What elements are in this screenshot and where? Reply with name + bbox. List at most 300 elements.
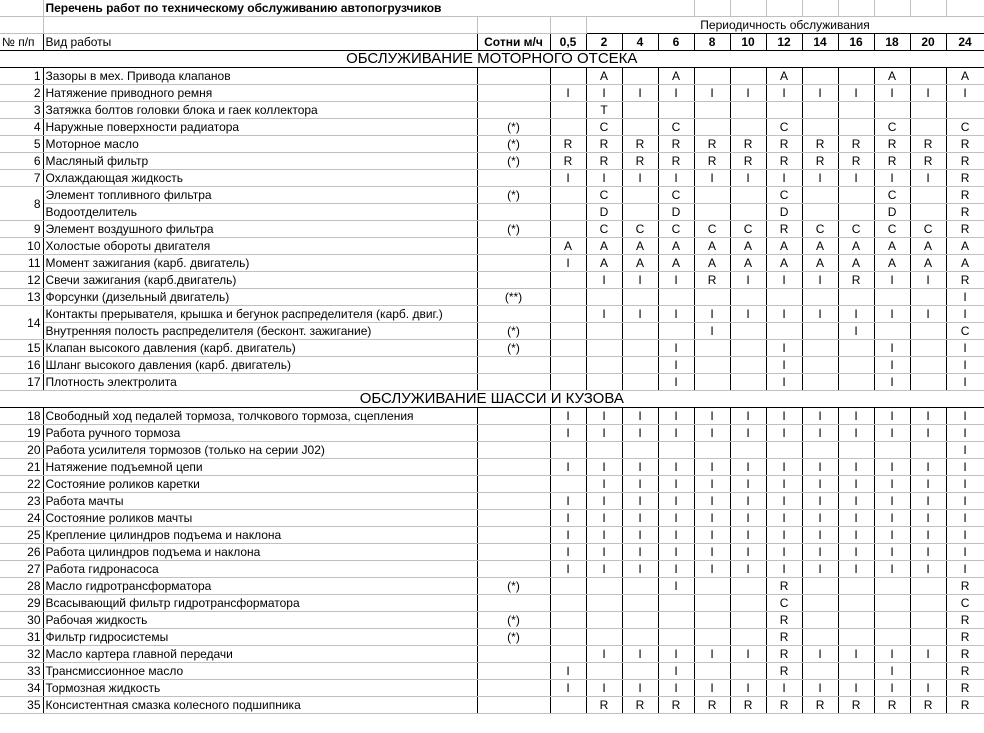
table-row — [0, 255, 984, 272]
period-cell: I — [658, 646, 694, 663]
period-cell: A — [874, 255, 910, 272]
table-row — [0, 374, 984, 391]
table-row — [0, 442, 984, 459]
period-cell — [586, 595, 622, 612]
period-cell — [694, 119, 730, 136]
work-type: Работа ручного тормоза — [43, 425, 477, 442]
period-cell: I — [838, 425, 874, 442]
period-cell — [838, 340, 874, 357]
norm-mark — [477, 272, 550, 289]
period-cell: C — [658, 221, 694, 238]
row-number: 7 — [0, 170, 43, 187]
period-cell: A — [730, 238, 766, 255]
norm-mark — [477, 425, 550, 442]
period-cell — [694, 187, 730, 204]
period-cell: D — [658, 204, 694, 221]
period-cell — [550, 306, 586, 323]
period-cell: I — [730, 476, 766, 493]
period-cell — [694, 68, 730, 85]
work-type: Фильтр гидросистемы — [43, 629, 477, 646]
period-cell — [766, 323, 802, 340]
period-cell: I — [838, 306, 874, 323]
period-cell — [694, 663, 730, 680]
period-cell: I — [766, 272, 802, 289]
work-type: Работа гидронасоса — [43, 561, 477, 578]
period-cell — [658, 595, 694, 612]
period-cell: I — [730, 561, 766, 578]
header-period: 16 — [838, 34, 874, 51]
period-cell — [550, 289, 586, 306]
table-row — [0, 663, 984, 680]
work-type: Всасывающий фильтр гидротрансформатора — [43, 595, 477, 612]
norm-mark: (*) — [477, 119, 550, 136]
period-cell: I — [874, 459, 910, 476]
period-cell — [838, 374, 874, 391]
period-cell — [874, 289, 910, 306]
table-row — [0, 697, 984, 714]
period-cell: R — [946, 153, 984, 170]
period-cell: A — [946, 68, 984, 85]
period-cell: I — [730, 85, 766, 102]
period-cell: R — [694, 136, 730, 153]
period-cell — [910, 289, 946, 306]
header-period: 18 — [874, 34, 910, 51]
period-cell — [910, 357, 946, 374]
period-cell: I — [946, 510, 984, 527]
period-cell — [910, 323, 946, 340]
period-cell — [910, 68, 946, 85]
period-cell — [838, 442, 874, 459]
period-cell: I — [946, 425, 984, 442]
period-cell: I — [946, 459, 984, 476]
period-cell — [622, 357, 658, 374]
header-period: 14 — [802, 34, 838, 51]
period-cell: R — [730, 153, 766, 170]
period-cell: I — [550, 561, 586, 578]
row-number: 15 — [0, 340, 43, 357]
period-cell: I — [622, 544, 658, 561]
period-cell: I — [550, 493, 586, 510]
title-row — [0, 0, 984, 17]
period-cell — [730, 187, 766, 204]
norm-mark — [477, 374, 550, 391]
row-number: 9 — [0, 221, 43, 238]
header-period: 24 — [946, 34, 984, 51]
period-cell: R — [550, 136, 586, 153]
period-cell: I — [622, 680, 658, 697]
period-cell — [586, 374, 622, 391]
period-cell: I — [730, 510, 766, 527]
period-cell: I — [550, 425, 586, 442]
header-period: 10 — [730, 34, 766, 51]
period-cell — [874, 102, 910, 119]
period-cell: R — [622, 697, 658, 714]
work-type: Масляный фильтр — [43, 153, 477, 170]
period-cell: R — [694, 697, 730, 714]
period-cell: R — [946, 680, 984, 697]
period-cell: I — [586, 561, 622, 578]
header-period: 0,5 — [550, 34, 586, 51]
row-number: 12 — [0, 272, 43, 289]
period-cell — [910, 663, 946, 680]
period-cell — [910, 595, 946, 612]
period-cell: I — [730, 306, 766, 323]
period-cell — [694, 102, 730, 119]
period-cell: I — [802, 408, 838, 425]
period-cell: C — [658, 187, 694, 204]
norm-mark — [477, 697, 550, 714]
header-work: Вид работы — [43, 34, 477, 51]
table-row — [0, 306, 984, 323]
period-cell: C — [802, 221, 838, 238]
period-cell — [622, 289, 658, 306]
period-cell: A — [766, 255, 802, 272]
period-cell: R — [946, 646, 984, 663]
periodicity-header: Периодичность обслуживания — [586, 17, 984, 34]
period-cell — [550, 595, 586, 612]
row-number: 1 — [0, 68, 43, 85]
period-cell: I — [730, 680, 766, 697]
period-cell — [838, 612, 874, 629]
table-row — [0, 340, 984, 357]
period-cell — [550, 374, 586, 391]
period-cell: R — [766, 578, 802, 595]
period-cell — [586, 340, 622, 357]
period-cell: I — [586, 527, 622, 544]
period-cell: C — [586, 187, 622, 204]
period-cell — [730, 119, 766, 136]
period-cell: I — [658, 476, 694, 493]
table-row — [0, 85, 984, 102]
period-cell — [694, 289, 730, 306]
period-cell: A — [694, 238, 730, 255]
row-number: 26 — [0, 544, 43, 561]
norm-mark — [477, 408, 550, 425]
period-cell — [622, 595, 658, 612]
period-cell: I — [586, 170, 622, 187]
norm-mark: (*) — [477, 221, 550, 238]
table-row — [0, 527, 984, 544]
period-cell: I — [838, 510, 874, 527]
period-cell: I — [586, 493, 622, 510]
period-cell — [622, 204, 658, 221]
period-cell: I — [658, 170, 694, 187]
period-cell — [910, 578, 946, 595]
period-cell — [802, 68, 838, 85]
period-cell: C — [622, 221, 658, 238]
period-cell — [586, 663, 622, 680]
period-cell — [874, 595, 910, 612]
period-cell — [658, 629, 694, 646]
period-cell — [622, 578, 658, 595]
work-type: Плотность электролита — [43, 374, 477, 391]
period-cell: I — [658, 544, 694, 561]
period-cell: I — [694, 459, 730, 476]
table-row — [0, 425, 984, 442]
period-cell — [550, 442, 586, 459]
period-cell: C — [838, 221, 874, 238]
period-cell — [838, 204, 874, 221]
period-cell: I — [910, 527, 946, 544]
period-cell: I — [874, 646, 910, 663]
norm-mark — [477, 102, 550, 119]
table-row — [0, 68, 984, 85]
period-cell — [694, 595, 730, 612]
period-cell: I — [946, 544, 984, 561]
header-period: 20 — [910, 34, 946, 51]
period-cell: D — [586, 204, 622, 221]
period-cell: A — [586, 255, 622, 272]
period-cell — [730, 102, 766, 119]
work-type: Крепление цилиндров подъема и наклона — [43, 527, 477, 544]
work-type: Зазоры в мех. Привода клапанов — [43, 68, 477, 85]
period-cell: C — [946, 323, 984, 340]
period-cell: I — [658, 340, 694, 357]
work-type: Свободный ход педалей тормоза, толчкового тормоза, сцепления — [43, 408, 477, 425]
period-cell: R — [766, 136, 802, 153]
period-cell: C — [658, 119, 694, 136]
period-cell: I — [550, 408, 586, 425]
row-number: 18 — [0, 408, 43, 425]
work-type: Моторное масло — [43, 136, 477, 153]
norm-mark — [477, 85, 550, 102]
table-row — [0, 629, 984, 646]
period-cell: I — [586, 544, 622, 561]
period-cell — [694, 578, 730, 595]
period-cell: I — [766, 527, 802, 544]
period-cell: I — [766, 493, 802, 510]
period-cell — [730, 323, 766, 340]
period-cell: I — [658, 408, 694, 425]
period-cell: R — [838, 153, 874, 170]
period-cell — [730, 663, 766, 680]
period-cell — [910, 102, 946, 119]
period-cell — [694, 340, 730, 357]
table-row — [0, 102, 984, 119]
row-number: 32 — [0, 646, 43, 663]
period-cell: D — [766, 204, 802, 221]
period-cell: I — [838, 476, 874, 493]
period-cell: I — [874, 561, 910, 578]
period-cell: I — [874, 527, 910, 544]
table-row — [0, 136, 984, 153]
period-cell: I — [766, 340, 802, 357]
period-cell: R — [946, 170, 984, 187]
period-cell: I — [766, 680, 802, 697]
table-row — [0, 170, 984, 187]
row-number: 27 — [0, 561, 43, 578]
work-type: Натяжение подъемной цепи — [43, 459, 477, 476]
row-number: 16 — [0, 357, 43, 374]
period-cell — [622, 663, 658, 680]
period-cell — [946, 102, 984, 119]
period-cell — [550, 612, 586, 629]
period-cell: T — [586, 102, 622, 119]
period-cell: A — [586, 238, 622, 255]
period-cell: R — [586, 153, 622, 170]
work-type: Форсунки (дизельный двигатель) — [43, 289, 477, 306]
work-type: Контакты прерывателя, крышка и бегунок распределителя (карб. двиг.) — [43, 306, 477, 323]
period-cell — [802, 629, 838, 646]
period-cell: I — [910, 85, 946, 102]
period-cell: I — [946, 340, 984, 357]
period-cell: R — [946, 629, 984, 646]
table-row — [0, 119, 984, 136]
period-cell: I — [802, 510, 838, 527]
table-row — [0, 323, 984, 340]
period-cell — [550, 119, 586, 136]
work-type: Работа мачты — [43, 493, 477, 510]
period-cell: I — [694, 425, 730, 442]
period-cell — [730, 374, 766, 391]
period-cell: C — [766, 187, 802, 204]
period-cell: I — [802, 459, 838, 476]
norm-mark — [477, 238, 550, 255]
period-cell: I — [766, 170, 802, 187]
period-cell: I — [874, 476, 910, 493]
period-cell: I — [694, 85, 730, 102]
period-cell: A — [802, 255, 838, 272]
header-period: 8 — [694, 34, 730, 51]
period-cell — [550, 187, 586, 204]
period-cell: I — [766, 510, 802, 527]
period-cell: I — [766, 561, 802, 578]
work-type: Работа цилиндров подъема и наклона — [43, 544, 477, 561]
period-cell: I — [910, 680, 946, 697]
period-cell: R — [946, 272, 984, 289]
period-cell — [802, 374, 838, 391]
period-cell: I — [586, 408, 622, 425]
period-cell: I — [694, 493, 730, 510]
norm-mark — [477, 595, 550, 612]
norm-mark: (*) — [477, 136, 550, 153]
period-cell: I — [874, 306, 910, 323]
row-number: 3 — [0, 102, 43, 119]
period-cell: I — [838, 323, 874, 340]
period-cell — [658, 442, 694, 459]
work-type: Момент зажигания (карб. двигатель) — [43, 255, 477, 272]
table-row — [0, 187, 984, 204]
period-cell: I — [910, 425, 946, 442]
period-cell: I — [874, 680, 910, 697]
period-cell — [694, 204, 730, 221]
norm-mark — [477, 510, 550, 527]
period-cell: I — [946, 357, 984, 374]
table-row — [0, 544, 984, 561]
period-cell: R — [910, 697, 946, 714]
period-cell: I — [730, 459, 766, 476]
table-row — [0, 408, 984, 425]
work-type: Элемент топливного фильтра — [43, 187, 477, 204]
period-cell — [802, 102, 838, 119]
period-cell: R — [874, 136, 910, 153]
norm-mark — [477, 544, 550, 561]
period-cell — [910, 119, 946, 136]
work-type: Масло гидротрансформатора — [43, 578, 477, 595]
period-cell: R — [946, 187, 984, 204]
period-cell: I — [658, 493, 694, 510]
period-cell — [802, 187, 838, 204]
period-cell: I — [658, 459, 694, 476]
period-cell — [802, 442, 838, 459]
period-cell: I — [946, 85, 984, 102]
period-cell: I — [622, 561, 658, 578]
period-cell: I — [910, 646, 946, 663]
period-cell — [910, 374, 946, 391]
period-cell: A — [874, 238, 910, 255]
work-type: Свечи зажигания (карб.двигатель) — [43, 272, 477, 289]
period-cell — [550, 272, 586, 289]
period-cell: I — [622, 476, 658, 493]
period-cell: R — [766, 646, 802, 663]
period-cell: R — [838, 136, 874, 153]
period-cell: I — [766, 459, 802, 476]
period-cell: I — [730, 544, 766, 561]
period-cell: R — [622, 153, 658, 170]
period-cell — [586, 578, 622, 595]
period-cell: I — [622, 646, 658, 663]
work-type: Водоотделитель — [43, 204, 477, 221]
period-cell — [658, 612, 694, 629]
period-cell: I — [658, 425, 694, 442]
period-cell: I — [874, 510, 910, 527]
row-number: 10 — [0, 238, 43, 255]
period-cell: I — [874, 493, 910, 510]
period-cell: A — [910, 255, 946, 272]
period-cell — [550, 323, 586, 340]
period-cell — [550, 697, 586, 714]
period-cell: I — [802, 272, 838, 289]
norm-mark — [477, 442, 550, 459]
period-cell: I — [694, 476, 730, 493]
period-cell: I — [946, 408, 984, 425]
table-row — [0, 459, 984, 476]
period-cell: R — [874, 153, 910, 170]
row-number: 13 — [0, 289, 43, 306]
period-cell: I — [838, 561, 874, 578]
table-row — [0, 510, 984, 527]
period-cell — [910, 612, 946, 629]
period-cell — [586, 442, 622, 459]
period-cell — [838, 578, 874, 595]
row-number: 25 — [0, 527, 43, 544]
period-cell: C — [586, 221, 622, 238]
period-cell: I — [766, 425, 802, 442]
norm-mark — [477, 680, 550, 697]
period-cell: I — [802, 646, 838, 663]
period-cell: I — [910, 476, 946, 493]
period-cell: I — [622, 170, 658, 187]
period-cell — [802, 595, 838, 612]
period-cell — [658, 102, 694, 119]
norm-mark — [477, 459, 550, 476]
work-type: Рабочая жидкость — [43, 612, 477, 629]
period-cell: I — [694, 510, 730, 527]
row-number: 2 — [0, 85, 43, 102]
period-cell: C — [946, 119, 984, 136]
row-number: 31 — [0, 629, 43, 646]
period-cell: A — [766, 238, 802, 255]
header-period: 6 — [658, 34, 694, 51]
table-row — [0, 646, 984, 663]
period-cell — [550, 646, 586, 663]
norm-mark — [477, 204, 550, 221]
period-cell: I — [658, 527, 694, 544]
period-cell — [550, 340, 586, 357]
table-title: Перечень работ по техническому обслуживанию автопогрузчиков — [43, 0, 694, 17]
period-cell: I — [838, 408, 874, 425]
period-cell: C — [730, 221, 766, 238]
